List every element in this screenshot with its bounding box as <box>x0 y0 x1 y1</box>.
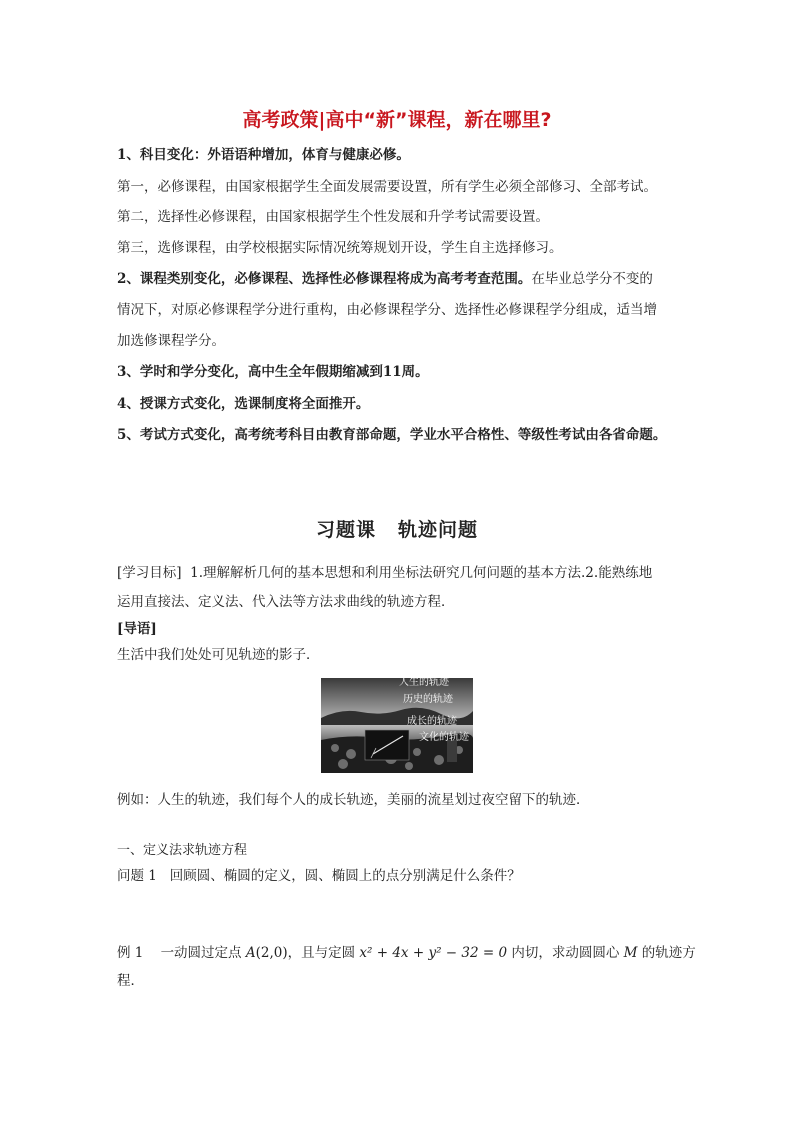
policy-item-2-heading: 2、课程类别变化，必修课程、选择性必修课程将成为高考考查范围。 <box>117 271 532 287</box>
example-1-point: A <box>245 945 256 961</box>
example-1 <box>117 944 696 962</box>
learning-objectives <box>117 564 687 582</box>
photo-caption-2: 历史的轨迹 <box>403 694 453 705</box>
policy-item-2-line-3: 加选修课程学分。 <box>117 333 225 349</box>
objectives-line-2: 运用直接法、定义法、代入法等方法求曲线的轨迹方程． <box>117 594 455 610</box>
trajectory-photo <box>321 678 473 773</box>
example-1-var: M <box>623 945 638 961</box>
example-1-text-b: ，且与定圆 <box>287 945 360 961</box>
example-1-text-d: 的轨迹方 <box>637 945 696 961</box>
policy-item-3: 3、学时和学分变化，高中生全年假期缩减到11周。 <box>117 364 429 380</box>
example-text: 例如：人生的轨迹，我们每个人的成长轨迹，美丽的流星划过夜空留下的轨迹． <box>117 792 590 808</box>
intro-text: 生活中我们处处可见轨迹的影子． <box>117 647 320 663</box>
policy-item-5: 5、考试方式变化，高考统考科目由教育部命题，学业水平合格性、等级性考试由各省命题。 <box>117 427 667 443</box>
objectives-label: [学习目标] <box>117 565 182 581</box>
policy-item-2-line-2: 情况下，对原必修课程学分进行重构，由必修课程学分、选择性必修课程学分组成，适当增 <box>117 302 657 318</box>
photo-caption-1: 人生的轨迹 <box>399 678 449 688</box>
question-1-text: 回顾圆、椭圆的定义，圆、椭圆上的点分别满足什么条件？ <box>169 868 521 884</box>
policy-paragraph-2: 第二，选择性必修课程，由国家根据学生个性发展和升学考试需要设置。 <box>117 209 549 225</box>
policy-item-1: 1、科目变化：外语语种增加，体育与健康必修。 <box>117 147 410 163</box>
lesson-title <box>0 515 794 542</box>
intro-label: [导语] <box>117 621 157 637</box>
photo-caption-4: 文化的轨迹 <box>419 732 469 743</box>
objectives-line-1: 1.理解解析几何的基本思想和利用坐标法研究几何问题的基本方法.2.能熟练地 <box>190 565 653 581</box>
question-1 <box>117 867 687 885</box>
section-heading-1: 一、定义法求轨迹方程 <box>117 843 248 858</box>
policy-paragraph-3: 第三，选修课程，由学校根据实际情况统筹规划开设，学生自主选择修习。 <box>117 240 563 256</box>
lesson-title-right: 轨迹问题 <box>398 519 479 541</box>
example-1-coords: (2,0) <box>255 945 288 961</box>
example-1-line-2: 程． <box>117 973 144 989</box>
photo-caption-3: 成长的轨迹 <box>407 716 457 727</box>
lesson-title-left: 习题课 <box>315 519 376 541</box>
policy-item-2 <box>117 270 687 288</box>
policy-title: 高考政策|高中“新”课程，新在哪里? <box>242 109 552 131</box>
example-1-text-a: 一动圆过定点 <box>160 945 246 961</box>
example-1-label: 例 1 <box>117 945 144 961</box>
policy-item-2-text: 在毕业总学分不变的 <box>531 271 653 287</box>
example-1-equation: x² + 4x + y² − 32 = 0 <box>359 945 508 961</box>
policy-item-4: 4、授课方式变化，选课制度将全面推开。 <box>117 396 370 412</box>
example-1-text-c: 内切，求动圆圆心 <box>507 945 624 961</box>
policy-paragraph-1: 第一，必修课程，由国家根据学生全面发展需要设置，所有学生必须全部修习、全部考试。 <box>117 179 657 195</box>
question-1-label: 问题 1 <box>117 868 157 884</box>
